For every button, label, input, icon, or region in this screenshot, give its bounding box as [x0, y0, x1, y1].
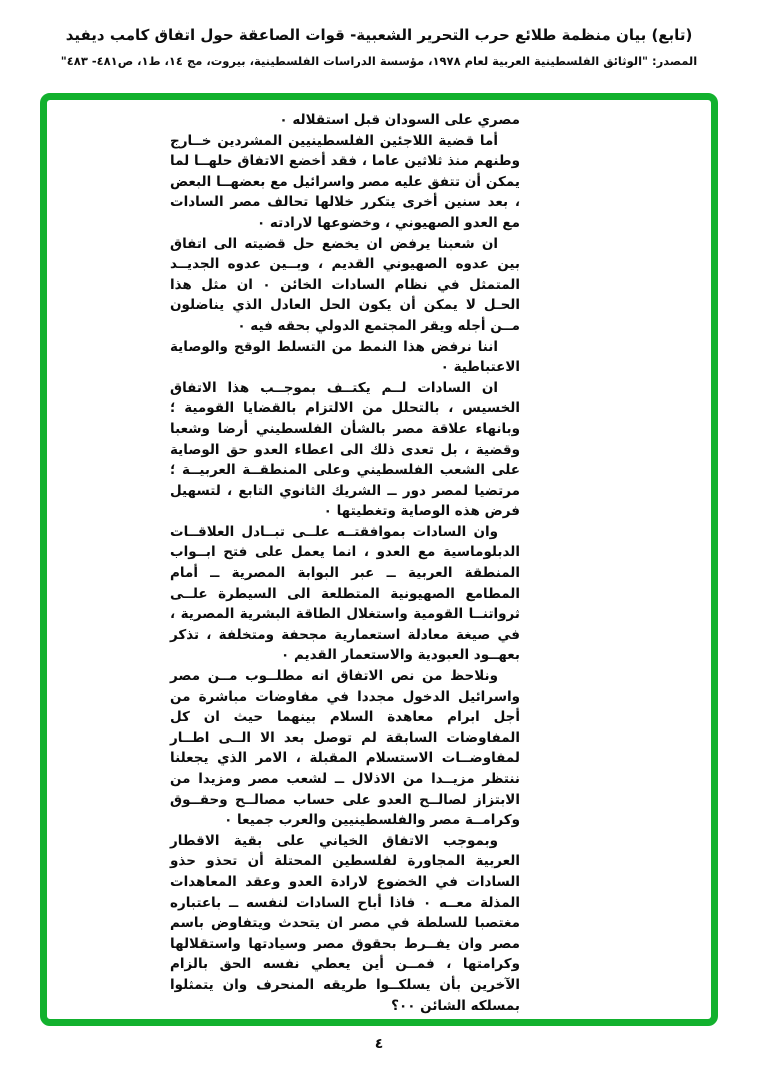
- paragraph: ونلاحظ من نص الاتفاق انه مطلــوب مــن مصر واسرائيل الدخول مجددا في مفاوضات مباشرة من أجل ابرام معاهدة السلام بينهما حيث ان كل المفاوضات السابقة لم توصل بعد الا الــى اطــار لمفاوضــات الاستسلام المقبلة ، الامر الذي يجعلنا ننتظر مزيــدا من الاذلال ــ لشعب مصر ومزيدا من الابتزاز لصالــح العدو على حساب مصالــح وحقــوق وكرامــة مصر والفلسطينيين والعرب جميعا ٠: [170, 668, 520, 829]
- paragraph: وبموجب الاتفاق الخياني على بقية الاقطار العربية المجاورة لفلسطين المحتلة أن تحذو حذو السادات في الخضوع لارادة العدو وعقد المعاهدات المذلة معــه ٠ فاذا أباح السادات لنفسه ــ باعتباره مغتصبا للسلطة في مصر ان يتحدث ويتفاوض باسم مصر وان يفــرط بحقوق مصر وسيادتها واستقلالها وكرامتها ، فمــن أين يعطي نفسه الحق بالزام الآخرين بأن يسلكــوا طريقه المنحرف وان يتمثلوا بمسلكه الشائن ٠٠؟: [170, 832, 520, 1014]
- paragraph: ان السادات لــم يكتــف بموجــب هذا الاتفاق الخسيس ، بالتحلل من الالتزام بالقضايا القومية ؛ وبانهاء علاقة مصر بالشأن الفلسطيني أرضا وشعبا وقضية ، بل تعدى ذلك الى اعطاء العدو حق الوصاية على الشعب الفلسطيني وعلى المنطقــة العربيــة ؛ مرتضيا لمصر دور ــ الشريك الثانوي التابع ، لتسهيل فرض هذه الوصاية وتغطيتها ٠: [170, 379, 520, 520]
- green-border-frame: [40, 93, 718, 1026]
- document-title: (تابع) بيان منظمة طلائع حرب التحرير الشعبية- قوات الصاعقة حول اتفاق كامب ديفيد: [65, 26, 693, 44]
- paragraph: وان السادات بموافقتــه علــى تبــادل العلاقــات الدبلوماسية مع العدو ، انما يعمل على فتح ابــواب المنطقة العربية ــ عبر البوابة المصرية ــ أمام المطامع الصهيونية المتطلعة الى السيطرة علــى ثرواتنــا القومية واستغلال الطاقة البشرية المصرية ، في صيغة معادلة استعمارية مجحفة ومتخلفة ، تذكر بعهــود العبودية والاستعمار القديم ٠: [170, 523, 520, 664]
- paragraph: اننا نرفض هذا النمط من التسلط الوقح والوصاية الاعتباطية ٠: [170, 338, 520, 376]
- paragraph: ان شعبنا يرفض ان يخضع حل قضيته الى اتفاق بين عدوه الصهيوني القديم ، وبــين عدوه الجديــد المتمثل في نظام السادات الخائن ٠ ان مثل هذا الحـل لا يمكن أن يكون الحل العادل الذي يناضلون مــن أجله ويقر المجتمع الدولي بحقه فيه ٠: [170, 235, 520, 334]
- page-number: ٤: [374, 1036, 384, 1052]
- document-header: [0, 26, 758, 68]
- document-source-citation: المصدر: "الوثائق الفلسطينية العربية لعام ١٩٧٨، مؤسسة الدراسات الفلسطينية، بيروت، مج ١٤، ط١، ص٤٨١- ٤٨٣": [60, 54, 698, 68]
- paragraph: مصري على السودان قبل استقلاله ٠: [279, 112, 520, 128]
- body-paragraphs: [170, 110, 520, 1016]
- paragraph: أما قضية اللاجئين الفلسطينيين المشردين خــارج وطنهم منذ ثلاثين عاما ، فقد أخضع الاتفاق حلهــا لما يمكن أن تتفق عليه مصر واسرائيل مع بعضهــا البعض ، بعد سنين أخرى يتكرر خلالها تحالف مصر السادات مع العدو الصهيوني ، وخضوعها لارادته ٠: [170, 132, 520, 231]
